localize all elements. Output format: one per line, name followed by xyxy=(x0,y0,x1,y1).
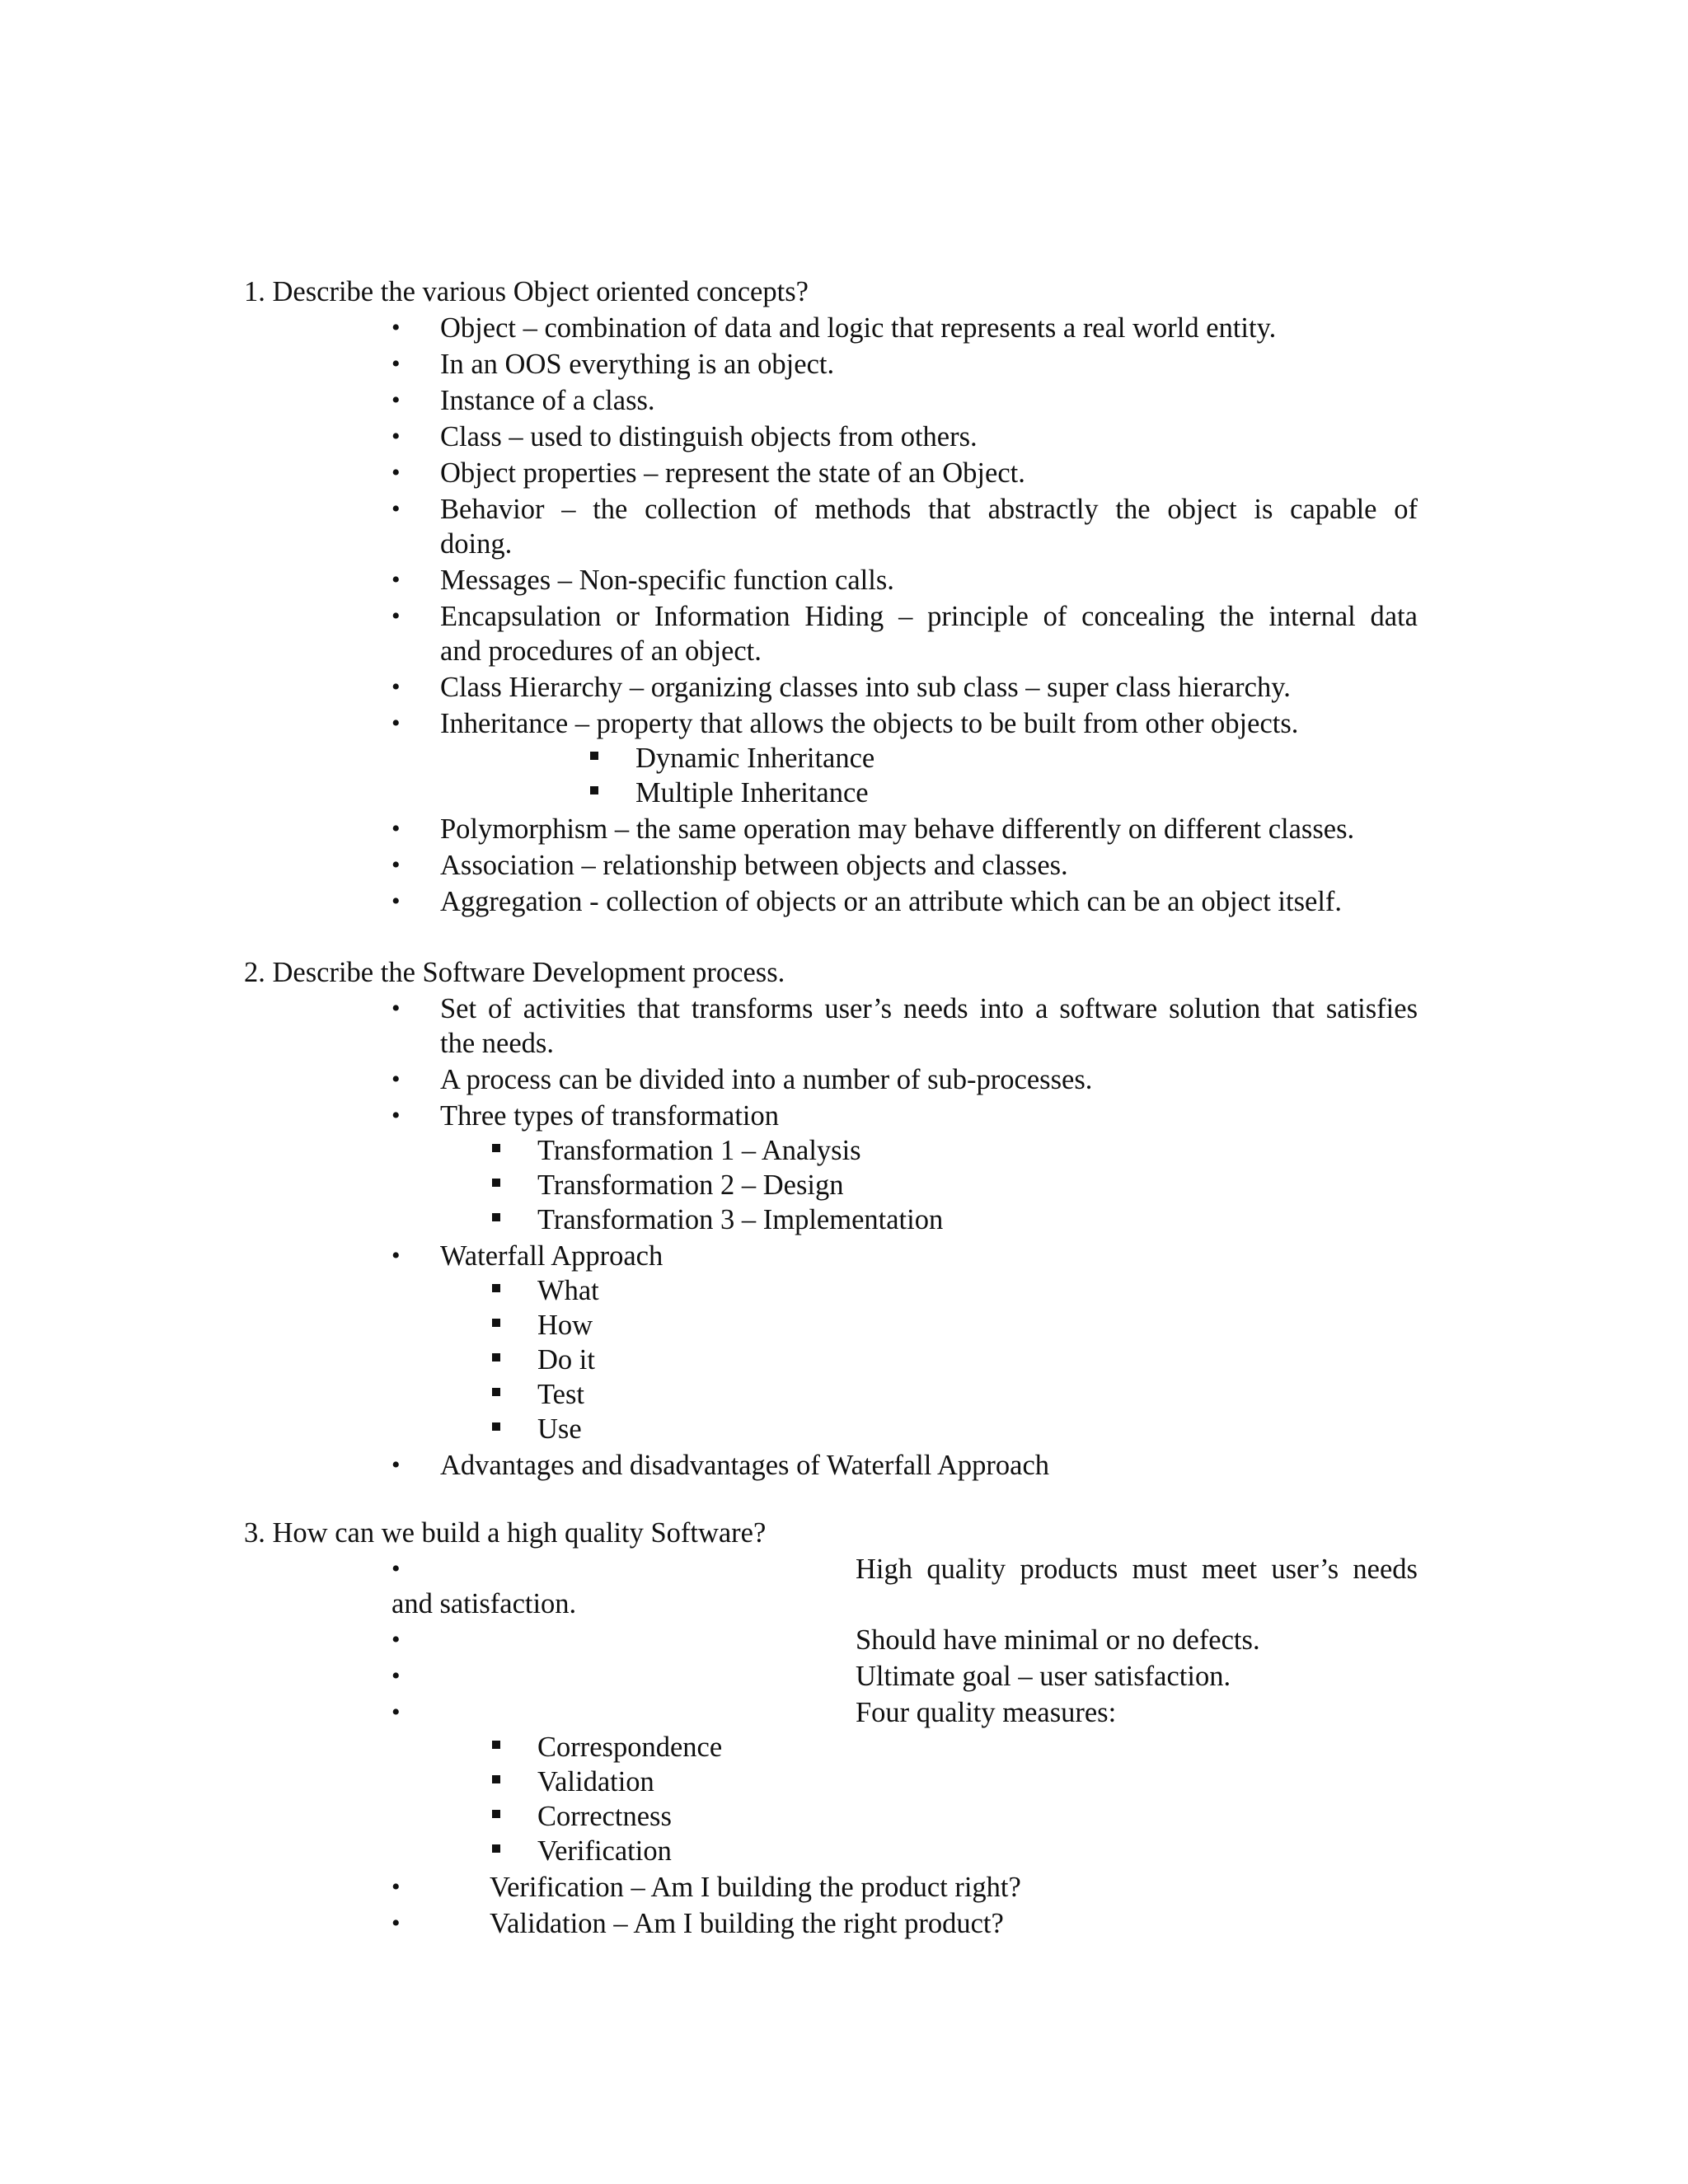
bullet-icon: • xyxy=(392,673,401,701)
bullet-icon: • xyxy=(392,566,401,593)
square-bullet-icon xyxy=(492,1775,500,1783)
sub-list-item: Transformation 2 – Design xyxy=(537,1169,844,1201)
list-item: Class – used to distinguish objects from others. xyxy=(440,421,978,452)
list-item: Object properties – represent the state of an Object. xyxy=(440,457,1025,489)
list-item: Messages – Non-specific function calls. xyxy=(440,565,894,596)
list-item: Ultimate goal – user satisfaction. xyxy=(856,1661,1231,1692)
bullet-icon: • xyxy=(392,995,401,1022)
sub-list-item: Transformation 3 – Implementation xyxy=(537,1204,944,1235)
question-3-heading: 3. How can we build a high quality Software? xyxy=(244,1517,767,1549)
question-1-heading: 1. Describe the various Object oriented concepts? xyxy=(244,276,809,307)
square-bullet-icon xyxy=(492,1319,500,1327)
bullet-icon: • xyxy=(392,1873,401,1900)
list-item: Instance of a class. xyxy=(440,385,655,416)
bullet-icon: • xyxy=(392,350,401,377)
sub-list-item: Dynamic Inheritance xyxy=(635,743,875,774)
sub-list-item: Test xyxy=(537,1379,584,1410)
sub-list-item: Correspondence xyxy=(537,1732,723,1763)
bullet-icon: • xyxy=(392,888,401,915)
sub-list-item: Multiple Inheritance xyxy=(635,777,869,808)
bullet-icon: • xyxy=(392,1451,401,1479)
square-bullet-icon xyxy=(492,1422,500,1431)
bullet-icon: • xyxy=(392,495,401,523)
bullet-icon: • xyxy=(392,1662,401,1690)
list-item-line-1: Set of activities that transforms user’s needs into a software solution that satisfies xyxy=(440,993,1418,1024)
bullet-icon: • xyxy=(392,1699,401,1726)
bullet-icon: • xyxy=(392,1626,401,1653)
list-item-line-1: Behavior – the collection of methods that abstractly the object is capable of xyxy=(440,494,1418,525)
square-bullet-icon xyxy=(590,752,598,760)
bullet-icon: • xyxy=(392,851,401,879)
bullet-icon: • xyxy=(392,459,401,486)
list-item-line-2: and procedures of an object. xyxy=(440,635,762,667)
sub-list-item: Correctness xyxy=(537,1801,672,1832)
list-item: Three types of transformation xyxy=(440,1100,779,1132)
bullet-icon: • xyxy=(392,710,401,737)
square-bullet-icon xyxy=(590,786,598,794)
list-item: Polymorphism – the same operation may behave differently on different classes. xyxy=(440,813,1355,845)
bullet-icon: • xyxy=(392,423,401,450)
bullet-icon: • xyxy=(392,314,401,341)
sub-list-item: Do it xyxy=(537,1344,595,1376)
square-bullet-icon xyxy=(492,1741,500,1749)
sub-list-item: Transformation 1 – Analysis xyxy=(537,1135,861,1166)
square-bullet-icon xyxy=(492,1810,500,1818)
list-item: Association – relationship between objects and classes. xyxy=(440,850,1068,881)
list-item-line-2: the needs. xyxy=(440,1028,554,1059)
sub-list-item: Validation xyxy=(537,1766,654,1797)
bullet-icon: • xyxy=(392,1102,401,1129)
bullet-icon: • xyxy=(392,1910,401,1937)
sub-list-item: What xyxy=(537,1275,599,1306)
bullet-icon: • xyxy=(392,387,401,414)
sub-list-item: How xyxy=(537,1310,593,1341)
bullet-icon: • xyxy=(392,815,401,842)
sub-list-item: Verification xyxy=(537,1835,672,1867)
square-bullet-icon xyxy=(492,1388,500,1396)
bullet-icon: • xyxy=(392,1555,401,1582)
square-bullet-icon xyxy=(492,1179,500,1187)
list-item: Aggregation - collection of objects or an attribute which can be an object itself. xyxy=(440,886,1343,917)
list-item: Class Hierarchy – organizing classes into sub class – super class hierarchy. xyxy=(440,672,1291,703)
list-item: Four quality measures: xyxy=(856,1697,1117,1728)
list-item: Waterfall Approach xyxy=(440,1240,663,1272)
square-bullet-icon xyxy=(492,1284,500,1292)
list-item: In an OOS everything is an object. xyxy=(440,349,835,380)
list-item: Inheritance – property that allows the objects to be built from other objects. xyxy=(440,708,1299,739)
bullet-icon: • xyxy=(392,1242,401,1269)
bullet-icon: • xyxy=(392,1066,401,1093)
list-item: Advantages and disadvantages of Waterfall Approach xyxy=(440,1450,1050,1481)
bullet-icon: • xyxy=(392,602,401,630)
list-item: Validation – Am I building the right product? xyxy=(490,1908,1004,1939)
list-item-line-1: Encapsulation or Information Hiding – principle of concealing the internal data xyxy=(440,601,1418,632)
list-item-line-2: doing. xyxy=(440,528,513,560)
list-item: Should have minimal or no defects. xyxy=(856,1624,1260,1656)
list-item: Object – combination of data and logic that represents a real world entity. xyxy=(440,312,1277,344)
square-bullet-icon xyxy=(492,1353,500,1361)
list-item-line-1: High quality products must meet user’s needs xyxy=(856,1554,1418,1585)
square-bullet-icon xyxy=(492,1844,500,1853)
question-2-heading: 2. Describe the Software Development process. xyxy=(244,957,785,988)
list-item: A process can be divided into a number of sub-processes. xyxy=(440,1064,1093,1095)
square-bullet-icon xyxy=(492,1213,500,1221)
list-item-line-2: and satisfaction. xyxy=(392,1588,577,1619)
list-item: Verification – Am I building the product right? xyxy=(490,1872,1021,1903)
sub-list-item: Use xyxy=(537,1413,582,1445)
square-bullet-icon xyxy=(492,1144,500,1152)
